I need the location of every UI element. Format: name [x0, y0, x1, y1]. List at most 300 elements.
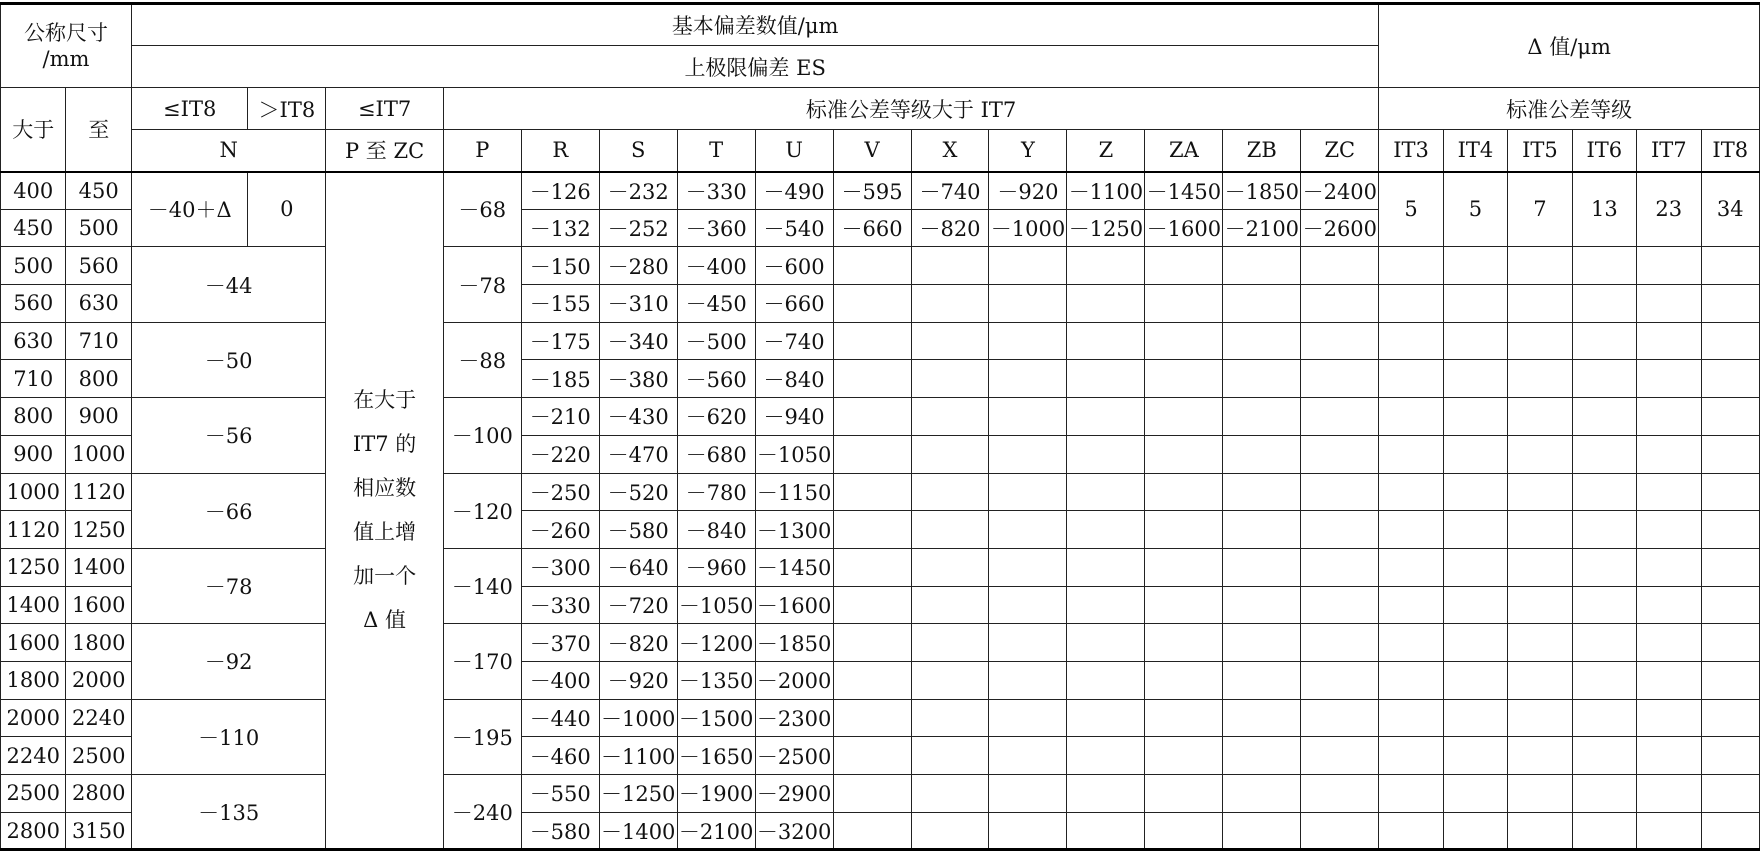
cell-t: －1350	[677, 661, 755, 699]
cell-y	[989, 699, 1067, 737]
delta-empty	[1508, 699, 1572, 737]
cell-t: －400	[677, 247, 755, 285]
delta-empty	[1637, 360, 1701, 398]
cell-t: －680	[677, 435, 755, 473]
delta-empty	[1572, 473, 1636, 511]
cell-s: －470	[599, 435, 677, 473]
note-line: 在大于	[353, 388, 417, 413]
cell-za: －1600	[1145, 209, 1223, 247]
cell-u: －540	[755, 209, 833, 247]
cell-z	[1067, 247, 1145, 285]
cell-zc	[1301, 398, 1379, 436]
size-to: 1400	[66, 548, 131, 586]
size-from: 560	[1, 285, 66, 323]
delta-empty	[1637, 775, 1701, 813]
cell-y	[989, 435, 1067, 473]
delta-empty	[1572, 360, 1636, 398]
delta-value-header: Δ 值/μm	[1379, 4, 1760, 88]
delta-empty	[1443, 398, 1507, 436]
size-from: 1120	[1, 511, 66, 549]
it-header-it8: IT8	[1701, 130, 1760, 172]
cell-r: －440	[521, 699, 599, 737]
cell-zb	[1223, 624, 1301, 662]
delta-empty	[1701, 322, 1760, 360]
cell-zb	[1223, 435, 1301, 473]
delta-empty	[1637, 398, 1701, 436]
cell-x	[911, 511, 989, 549]
delta-empty	[1508, 812, 1572, 850]
cell-zc	[1301, 511, 1379, 549]
cell-zb	[1223, 398, 1301, 436]
cell-zc	[1301, 285, 1379, 323]
size-to: 1800	[66, 624, 131, 662]
cell-s: －430	[599, 398, 677, 436]
cell-s: －1000	[599, 699, 677, 737]
size-to: 2000	[66, 661, 131, 699]
cell-u: －3200	[755, 812, 833, 850]
cell-x	[911, 322, 989, 360]
cell-zc	[1301, 699, 1379, 737]
cell-t: －2100	[677, 812, 755, 850]
it-header-it3: IT3	[1379, 130, 1443, 172]
p-value: －195	[443, 699, 521, 774]
delta-empty	[1508, 737, 1572, 775]
delta-empty	[1379, 247, 1443, 285]
cell-z	[1067, 775, 1145, 813]
cell-u: －490	[755, 172, 833, 210]
delta-empty	[1572, 398, 1636, 436]
nominal-size-header	[1, 4, 132, 88]
col-header-z: Z	[1067, 130, 1145, 172]
cell-za	[1145, 624, 1223, 662]
cell-x	[911, 586, 989, 624]
col-header-s: S	[599, 130, 677, 172]
delta-empty	[1572, 812, 1636, 850]
delta-empty	[1508, 285, 1572, 323]
cell-r: －210	[521, 398, 599, 436]
le-it7-header: ≤IT7	[326, 88, 443, 130]
cell-u: －600	[755, 247, 833, 285]
cell-x	[911, 398, 989, 436]
cell-zb	[1223, 511, 1301, 549]
cell-t: －780	[677, 473, 755, 511]
delta-it4: 5	[1443, 172, 1507, 247]
cell-t: －1900	[677, 775, 755, 813]
std-grade-header: 标准公差等级	[1379, 88, 1760, 130]
n-gt-it8-value: 0	[248, 172, 326, 247]
cell-zc	[1301, 360, 1379, 398]
col-header-t: T	[677, 130, 755, 172]
cell-zb	[1223, 322, 1301, 360]
delta-empty	[1508, 398, 1572, 436]
n-value: －78	[131, 548, 325, 623]
cell-y	[989, 473, 1067, 511]
delta-empty	[1701, 511, 1760, 549]
cell-z	[1067, 812, 1145, 850]
delta-empty	[1572, 737, 1636, 775]
cell-r: －175	[521, 322, 599, 360]
cell-u: －2900	[755, 775, 833, 813]
table-row	[1, 775, 1760, 813]
cell-v: －660	[833, 209, 911, 247]
size-from: 1800	[1, 661, 66, 699]
delta-empty	[1443, 661, 1507, 699]
delta-empty	[1637, 285, 1701, 323]
delta-it5: 7	[1508, 172, 1572, 247]
delta-empty	[1443, 699, 1507, 737]
cell-u: －1150	[755, 473, 833, 511]
delta-empty	[1379, 511, 1443, 549]
cell-zc	[1301, 548, 1379, 586]
size-to: 500	[66, 209, 131, 247]
size-from: 1600	[1, 624, 66, 662]
cell-v	[833, 322, 911, 360]
above-header: 大于	[1, 88, 66, 172]
cell-y	[989, 661, 1067, 699]
cell-t: －330	[677, 172, 755, 210]
cell-za	[1145, 360, 1223, 398]
cell-u: －2300	[755, 699, 833, 737]
cell-zc	[1301, 322, 1379, 360]
delta-empty	[1572, 247, 1636, 285]
delta-empty	[1508, 473, 1572, 511]
cell-y	[989, 322, 1067, 360]
to-header: 至	[66, 88, 131, 172]
delta-empty	[1443, 247, 1507, 285]
p-value: －170	[443, 624, 521, 699]
cell-zb	[1223, 285, 1301, 323]
delta-empty	[1637, 322, 1701, 360]
delta-empty	[1701, 812, 1760, 850]
cell-x: －820	[911, 209, 989, 247]
cell-zc: －2400	[1301, 172, 1379, 210]
delta-empty	[1637, 737, 1701, 775]
cell-r: －400	[521, 661, 599, 699]
delta-empty	[1379, 360, 1443, 398]
cell-za	[1145, 435, 1223, 473]
delta-empty	[1572, 699, 1636, 737]
delta-empty	[1379, 473, 1443, 511]
delta-empty	[1379, 737, 1443, 775]
cell-x	[911, 661, 989, 699]
n-value: －66	[131, 473, 325, 548]
cell-s: －1100	[599, 737, 677, 775]
cell-r: －330	[521, 586, 599, 624]
table-row	[1, 624, 1760, 662]
cell-u: －940	[755, 398, 833, 436]
cell-zb	[1223, 661, 1301, 699]
cell-r: －550	[521, 775, 599, 813]
table-row	[1, 398, 1760, 436]
cell-zb	[1223, 360, 1301, 398]
cell-zc	[1301, 586, 1379, 624]
le-it8-header: ≤IT8	[131, 88, 247, 130]
delta-empty	[1443, 511, 1507, 549]
col-header-zc: ZC	[1301, 130, 1379, 172]
cell-x	[911, 775, 989, 813]
size-to: 900	[66, 398, 131, 436]
cell-s: －1400	[599, 812, 677, 850]
cell-u: －2000	[755, 661, 833, 699]
cell-zc: －2600	[1301, 209, 1379, 247]
cell-u: －1850	[755, 624, 833, 662]
delta-empty	[1637, 699, 1701, 737]
cell-z	[1067, 435, 1145, 473]
cell-z	[1067, 624, 1145, 662]
cell-z	[1067, 737, 1145, 775]
delta-empty	[1637, 435, 1701, 473]
cell-v	[833, 624, 911, 662]
delta-empty	[1637, 473, 1701, 511]
cell-x	[911, 812, 989, 850]
cell-t: －1200	[677, 624, 755, 662]
cell-t: －960	[677, 548, 755, 586]
cell-zc	[1301, 435, 1379, 473]
size-from: 1250	[1, 548, 66, 586]
size-from: 450	[1, 209, 66, 247]
delta-empty	[1572, 285, 1636, 323]
cell-v	[833, 511, 911, 549]
cell-r: －220	[521, 435, 599, 473]
size-from: 900	[1, 435, 66, 473]
delta-empty	[1701, 586, 1760, 624]
cell-s: －340	[599, 322, 677, 360]
delta-empty	[1637, 661, 1701, 699]
note-line: 值上增	[353, 520, 417, 545]
cell-za	[1145, 775, 1223, 813]
cell-s: －920	[599, 661, 677, 699]
n-value: －135	[131, 775, 325, 850]
cell-s: －720	[599, 586, 677, 624]
delta-empty	[1701, 661, 1760, 699]
cell-x	[911, 360, 989, 398]
delta-empty	[1379, 398, 1443, 436]
cell-y	[989, 398, 1067, 436]
size-from: 1000	[1, 473, 66, 511]
delta-empty	[1637, 511, 1701, 549]
cell-v	[833, 775, 911, 813]
cell-zc	[1301, 775, 1379, 813]
cell-zb	[1223, 812, 1301, 850]
col-p-zc-header: P 至 ZC	[326, 130, 443, 172]
it-header-it5: IT5	[1508, 130, 1572, 172]
cell-z	[1067, 699, 1145, 737]
cell-zb: －1850	[1223, 172, 1301, 210]
cell-u: －660	[755, 285, 833, 323]
delta-empty	[1443, 812, 1507, 850]
col-n-header: N	[131, 130, 325, 172]
note-line: 加一个	[353, 564, 417, 589]
cell-za	[1145, 812, 1223, 850]
cell-x	[911, 624, 989, 662]
p-to-zc-note	[326, 172, 443, 850]
basic-deviation-header: 基本偏差数值/μm	[131, 4, 1378, 46]
cell-t: －840	[677, 511, 755, 549]
cell-v: －595	[833, 172, 911, 210]
cell-r: －460	[521, 737, 599, 775]
size-to: 630	[66, 285, 131, 323]
size-to: 1120	[66, 473, 131, 511]
p-value: －68	[443, 172, 521, 247]
cell-y	[989, 775, 1067, 813]
cell-zb: －2100	[1223, 209, 1301, 247]
delta-empty	[1701, 285, 1760, 323]
cell-v	[833, 661, 911, 699]
n-value: －50	[131, 322, 325, 397]
cell-zb	[1223, 586, 1301, 624]
cell-r: －155	[521, 285, 599, 323]
delta-empty	[1508, 548, 1572, 586]
cell-u: －840	[755, 360, 833, 398]
size-from: 500	[1, 247, 66, 285]
size-to: 2500	[66, 737, 131, 775]
col-header-za: ZA	[1145, 130, 1223, 172]
delta-it7: 23	[1637, 172, 1701, 247]
size-to: 2240	[66, 699, 131, 737]
delta-empty	[1701, 624, 1760, 662]
cell-t: －1050	[677, 586, 755, 624]
delta-empty	[1701, 548, 1760, 586]
cell-y	[989, 360, 1067, 398]
cell-z	[1067, 661, 1145, 699]
cell-s: －280	[599, 247, 677, 285]
cell-x	[911, 473, 989, 511]
cell-za	[1145, 322, 1223, 360]
cell-z	[1067, 285, 1145, 323]
delta-empty	[1508, 624, 1572, 662]
delta-empty	[1701, 699, 1760, 737]
size-to: 1600	[66, 586, 131, 624]
size-to: 800	[66, 360, 131, 398]
delta-empty	[1701, 775, 1760, 813]
upper-deviation-header: 上极限偏差 ES	[131, 46, 1378, 88]
cell-z	[1067, 548, 1145, 586]
size-from: 2240	[1, 737, 66, 775]
delta-empty	[1508, 511, 1572, 549]
cell-za	[1145, 699, 1223, 737]
cell-x	[911, 285, 989, 323]
cell-r: －300	[521, 548, 599, 586]
delta-empty	[1572, 586, 1636, 624]
size-from: 2800	[1, 812, 66, 850]
cell-z	[1067, 511, 1145, 549]
delta-empty	[1379, 586, 1443, 624]
cell-v	[833, 398, 911, 436]
col-header-u: U	[755, 130, 833, 172]
cell-y	[989, 511, 1067, 549]
delta-empty	[1508, 661, 1572, 699]
delta-empty	[1701, 473, 1760, 511]
cell-u: －1600	[755, 586, 833, 624]
cell-za	[1145, 661, 1223, 699]
cell-y	[989, 812, 1067, 850]
delta-empty	[1701, 737, 1760, 775]
delta-empty	[1443, 322, 1507, 360]
cell-x	[911, 435, 989, 473]
cell-z	[1067, 473, 1145, 511]
size-from: 1400	[1, 586, 66, 624]
delta-empty	[1637, 624, 1701, 662]
cell-za	[1145, 586, 1223, 624]
cell-r: －126	[521, 172, 599, 210]
delta-empty	[1572, 322, 1636, 360]
note-line: Δ 值	[363, 608, 406, 633]
cell-v	[833, 360, 911, 398]
delta-empty	[1637, 812, 1701, 850]
cell-za	[1145, 548, 1223, 586]
delta-empty	[1637, 247, 1701, 285]
cell-zc	[1301, 661, 1379, 699]
size-from: 710	[1, 360, 66, 398]
cell-zb	[1223, 775, 1301, 813]
delta-empty	[1572, 511, 1636, 549]
cell-x: －740	[911, 172, 989, 210]
n-value: －44	[131, 247, 325, 322]
it-header-it4: IT4	[1443, 130, 1507, 172]
delta-it3: 5	[1379, 172, 1443, 247]
n-value: －110	[131, 699, 325, 774]
delta-empty	[1508, 586, 1572, 624]
col-header-x: X	[911, 130, 989, 172]
delta-empty	[1508, 435, 1572, 473]
col-header-v: V	[833, 130, 911, 172]
cell-s: －820	[599, 624, 677, 662]
cell-za	[1145, 398, 1223, 436]
delta-it8: 34	[1701, 172, 1760, 247]
cell-u: －1450	[755, 548, 833, 586]
cell-t: －500	[677, 322, 755, 360]
col-header-r: R	[521, 130, 599, 172]
delta-empty	[1701, 435, 1760, 473]
delta-empty	[1508, 247, 1572, 285]
cell-z: －1250	[1067, 209, 1145, 247]
col-header-p: P	[443, 130, 521, 172]
p-value: －120	[443, 473, 521, 548]
size-to: 2800	[66, 775, 131, 813]
n-value: －56	[131, 398, 325, 473]
cell-za	[1145, 737, 1223, 775]
cell-zc	[1301, 812, 1379, 850]
table-row	[1, 322, 1760, 360]
size-to: 450	[66, 172, 131, 210]
size-from: 800	[1, 398, 66, 436]
cell-r: －150	[521, 247, 599, 285]
nominal-size-unit: /mm	[42, 47, 90, 71]
cell-t: －1650	[677, 737, 755, 775]
cell-za: －1450	[1145, 172, 1223, 210]
delta-empty	[1443, 737, 1507, 775]
p-value: －140	[443, 548, 521, 623]
cell-v	[833, 586, 911, 624]
delta-empty	[1379, 661, 1443, 699]
cell-u: －1300	[755, 511, 833, 549]
cell-y: －1000	[989, 209, 1067, 247]
delta-empty	[1379, 435, 1443, 473]
cell-z: －1100	[1067, 172, 1145, 210]
delta-empty	[1379, 285, 1443, 323]
cell-t: －1500	[677, 699, 755, 737]
cell-r: －250	[521, 473, 599, 511]
size-from: 630	[1, 322, 66, 360]
cell-zb	[1223, 699, 1301, 737]
cell-x	[911, 737, 989, 775]
cell-zc	[1301, 473, 1379, 511]
size-to: 1000	[66, 435, 131, 473]
cell-x	[911, 699, 989, 737]
delta-empty	[1379, 624, 1443, 662]
cell-r: －260	[521, 511, 599, 549]
cell-s: －252	[599, 209, 677, 247]
